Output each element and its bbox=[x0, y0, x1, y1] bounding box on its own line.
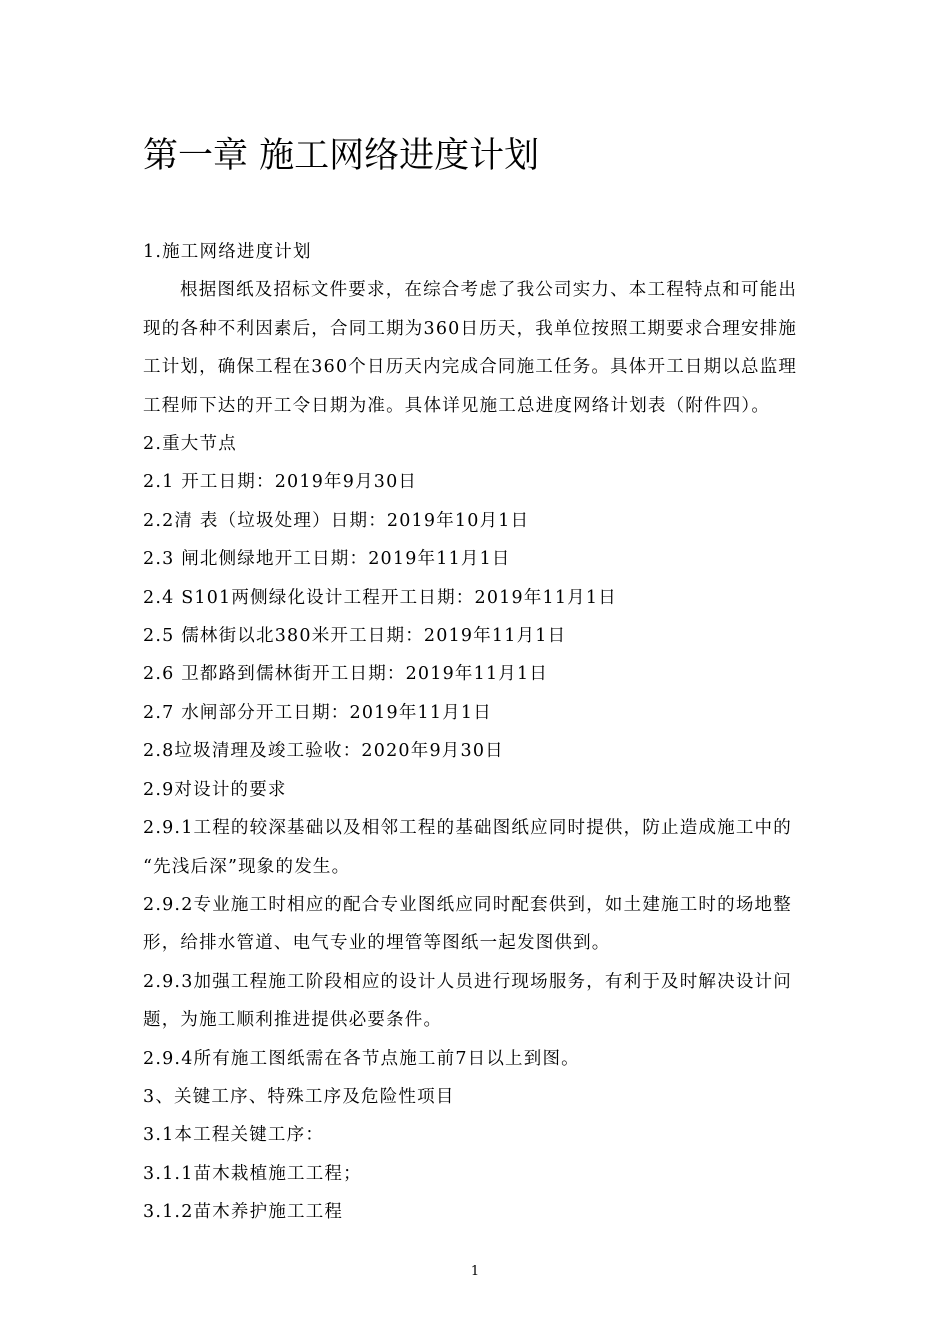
paragraph-line: 题，为施工顺利推进提供必要条件。 bbox=[143, 1010, 443, 1031]
paragraph-line: 2.9.2专业施工时相应的配合专业图纸应同时配套供到，如土建施工时的场地整 bbox=[143, 894, 792, 915]
paragraph-line: 3.1.1苗木栽植施工工程； bbox=[143, 1163, 362, 1184]
paragraph-line: 2.9.3加强工程施工阶段相应的设计人员进行现场服务，有利于及时解决设计问 bbox=[143, 971, 792, 992]
chapter-title: 第一章 施工网络进度计划 bbox=[143, 136, 540, 176]
section-heading: 2.重大节点 bbox=[143, 434, 237, 455]
section-heading: 3、关键工序、特殊工序及危险性项目 bbox=[143, 1086, 455, 1107]
milestone-item: 2.8垃圾清理及竣工验收：2020年9月30日 bbox=[143, 741, 504, 762]
paragraph-line: 形，给排水管道、电气专业的埋管等图纸一起发图供到。 bbox=[143, 933, 611, 954]
paragraph-line: 现的各种不利因素后，合同工期为360日历天，我单位按照工期要求合理安排施 bbox=[143, 318, 798, 339]
milestone-item: 2.4 S101两侧绿化设计工程开工日期：2019年11月1日 bbox=[143, 587, 617, 608]
milestone-item: 2.6 卫都路到儒林街开工日期：2019年11月1日 bbox=[143, 664, 549, 685]
paragraph-line: 2.9.1工程的较深基础以及相邻工程的基础图纸应同时提供，防止造成施工中的 bbox=[143, 818, 792, 839]
paragraph-line: 工计划，确保工程在360个日历天内完成合同施工任务。具体开工日期以总监理 bbox=[143, 357, 798, 378]
milestone-item: 2.5 儒林街以北380米开工日期：2019年11月1日 bbox=[143, 626, 567, 647]
milestone-item: 2.3 闸北侧绿地开工日期：2019年11月1日 bbox=[143, 549, 511, 570]
paragraph-line: 3.1本工程关键工序： bbox=[143, 1125, 325, 1146]
section-heading: 1.施工网络进度计划 bbox=[143, 242, 312, 262]
milestone-item: 2.1 开工日期：2019年9月30日 bbox=[143, 472, 418, 493]
paragraph-line: 根据图纸及招标文件要求，在综合考虑了我公司实力、本工程特点和可能出 bbox=[180, 280, 798, 301]
milestone-item: 2.2清 表（垃圾处理）日期：2019年10月1日 bbox=[143, 510, 530, 531]
milestone-item: 2.7 水闸部分开工日期：2019年11月1日 bbox=[143, 702, 492, 723]
body-text bbox=[143, 233, 808, 1232]
section-heading: 2.9对设计的要求 bbox=[143, 779, 287, 800]
paragraph-line: 工程师下达的开工令日期为准。具体详见施工总进度网络计划表（附件四）。 bbox=[143, 395, 771, 416]
paragraph-line: “先浅后深”现象的发生。 bbox=[143, 856, 351, 877]
paragraph-line: 2.9.4所有施工图纸需在各节点施工前7日以上到图。 bbox=[143, 1048, 580, 1069]
paragraph-line: 3.1.2苗木养护施工工程 bbox=[143, 1202, 344, 1223]
page-number: 1 bbox=[470, 1264, 480, 1279]
